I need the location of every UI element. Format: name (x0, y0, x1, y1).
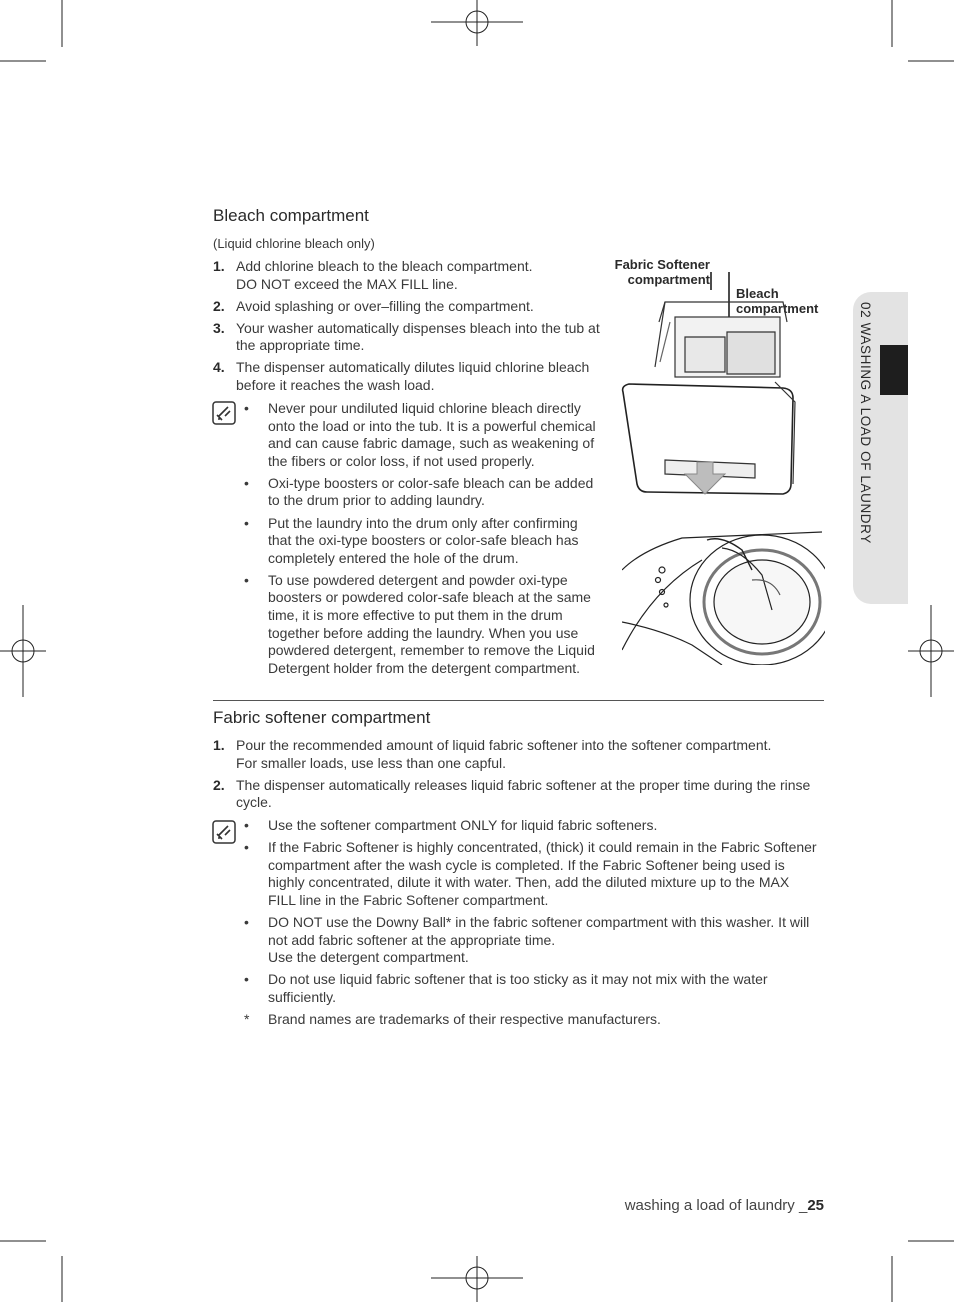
step-line: The dispenser automatically dilutes liquid chlorine bleach (236, 359, 590, 376)
step-number: 4. (213, 359, 225, 376)
note-line: Use the detergent compartment. (268, 949, 469, 966)
note-text (268, 839, 817, 909)
note-bullet: • (244, 514, 249, 531)
note-line: Brand names are trademarks of their respective manufacturers. (268, 1010, 661, 1027)
bleach-callout-line1: Bleach (736, 286, 779, 301)
step-line: Add chlorine bleach to the bleach compartment. (236, 258, 533, 274)
step-number: 1. (213, 737, 225, 753)
softener-steps (213, 737, 828, 816)
note-bullet: • (244, 400, 249, 416)
note-bullet: • (244, 971, 249, 988)
note-line: sufficiently. (268, 988, 336, 1005)
chapter-tab-marker (880, 345, 908, 395)
note-line: compartment after the wash cycle is completed. If the Fabric Softener being used is (268, 856, 785, 873)
note-line: DO NOT use the Downy Ball* in the fabric softener compartment with this washer. It will (268, 913, 810, 930)
note-line: powdered detergent, remember to remove the Liquid (268, 642, 595, 659)
note-line: Never pour undiluted liquid chlorine bleach directly (268, 400, 581, 416)
note-line: completely entered the hole of the drum. (268, 549, 519, 566)
note-text (268, 515, 579, 568)
step-line: DO NOT exceed the MAX FILL line. (236, 275, 458, 292)
note-line: time, it is more effective to put them in the drum (268, 607, 563, 624)
bleach-steps (213, 258, 613, 399)
note-item (244, 572, 614, 678)
note-line: To use powdered detergent and powder oxi-type (268, 571, 568, 588)
numbered-step (213, 777, 828, 812)
note-item (244, 1011, 829, 1029)
step-line: Pour the recommended amount of liquid fabric softener into the softener compartment. (236, 737, 772, 753)
note-line: Oxi-type boosters or color-safe bleach can be added (268, 474, 594, 491)
note-item (244, 971, 829, 1006)
note-item (244, 839, 829, 909)
step-text (236, 298, 534, 316)
numbered-step (213, 320, 613, 355)
note-text (268, 400, 596, 470)
bleach-notes (244, 400, 614, 682)
note-line: boosters or powdered color-safe bleach at the same (268, 589, 591, 606)
fabric-softener-callout-line1: Fabric Softener (614, 257, 710, 272)
bleach-note-icon (212, 401, 236, 430)
numbered-step (213, 359, 613, 394)
bleach-callout-line2: compartment (736, 301, 819, 316)
note-line: that the oxi-type boosters or color-safe bleach has (268, 532, 579, 549)
note-line: highly concentrated, dilute it with water. Then, add the diluted mixture up to the MAX (268, 874, 790, 891)
note-line: Detergent holder from the detergent compartment. (268, 659, 581, 676)
note-pencil-icon (212, 401, 236, 425)
step-line: The dispenser automatically releases liquid fabric softener at the proper time during the rinse (236, 776, 811, 793)
page-number: 25 (807, 1197, 824, 1214)
note-bullet: • (244, 839, 249, 856)
note-bullet: * (244, 1010, 250, 1027)
step-text (236, 258, 533, 293)
note-item (244, 914, 829, 967)
note-line: onto the load or into the tub. It is a powerful chemical (268, 417, 596, 434)
note-line: Do not use liquid fabric softener that is too sticky as it may not mix with the water (268, 971, 768, 988)
chapter-side-label: 02 WASHING A LOAD OF LAUNDRY (858, 302, 873, 544)
note-item (244, 475, 614, 510)
note-bullet: • (244, 817, 249, 833)
note-text (268, 817, 657, 835)
note-text (268, 971, 768, 1006)
page-footer (625, 1197, 824, 1214)
note-text (268, 914, 809, 967)
note-text (268, 475, 593, 510)
note-item (244, 400, 614, 470)
note-pencil-icon (212, 820, 236, 844)
note-bullet: • (244, 474, 249, 491)
step-number: 3. (213, 319, 225, 336)
softener-section-title: Fabric softener compartment (213, 708, 431, 727)
bleach-subtitle: (Liquid chlorine bleach only) (213, 236, 375, 251)
step-number: 2. (213, 776, 225, 793)
note-text (268, 1011, 661, 1029)
softener-note-icon (212, 820, 236, 849)
note-item (244, 515, 614, 568)
step-line: For smaller loads, use less than one capful. (236, 754, 507, 771)
dispenser-illustration (615, 262, 825, 502)
step-line: Avoid splashing or over–filling the compartment. (236, 297, 534, 314)
step-text (236, 359, 589, 394)
step-text (236, 777, 810, 812)
step-number: 1. (213, 258, 225, 274)
step-line: Your washer automatically dispenses bleach into the tub at (236, 319, 600, 336)
fabric-softener-callout-line2: compartment (627, 272, 710, 287)
note-line: to the drum prior to adding laundry. (268, 492, 485, 509)
note-text (268, 572, 595, 678)
footer-text: washing a load of laundry _ (624, 1197, 808, 1214)
note-line: If the Fabric Softener is highly concentrated, (thick) it could remain in the Fabric Softener (268, 839, 817, 856)
step-line: the appropriate time. (236, 337, 365, 354)
note-bullet: • (244, 913, 249, 930)
softener-notes (244, 817, 829, 1033)
note-line: FILL line in the Fabric Softener compartment. (268, 891, 549, 908)
note-line: not add fabric softener at the appropriate time. (268, 931, 556, 948)
numbered-step (213, 737, 828, 772)
drum-illustration (622, 530, 825, 665)
note-line: together before adding the laundry. When you use (268, 624, 579, 641)
numbered-step (213, 258, 613, 293)
step-text (236, 737, 771, 772)
note-item (244, 817, 829, 835)
step-line: before it reaches the wash load. (236, 377, 435, 394)
note-line: Use the softener compartment ONLY for liquid fabric softeners. (268, 817, 658, 833)
note-bullet: • (244, 571, 249, 588)
section-divider (213, 700, 824, 701)
step-number: 2. (213, 297, 225, 314)
step-line: cycle. (236, 794, 272, 811)
note-line: and can cause fabric damage, such as weakening of (268, 435, 595, 452)
numbered-step (213, 298, 613, 316)
bleach-section-title: Bleach compartment (213, 206, 369, 225)
note-line: Put the laundry into the drum only after confirming (268, 514, 578, 531)
note-line: the fibers or color loss, if not used properly. (268, 452, 535, 469)
step-text (236, 320, 600, 355)
